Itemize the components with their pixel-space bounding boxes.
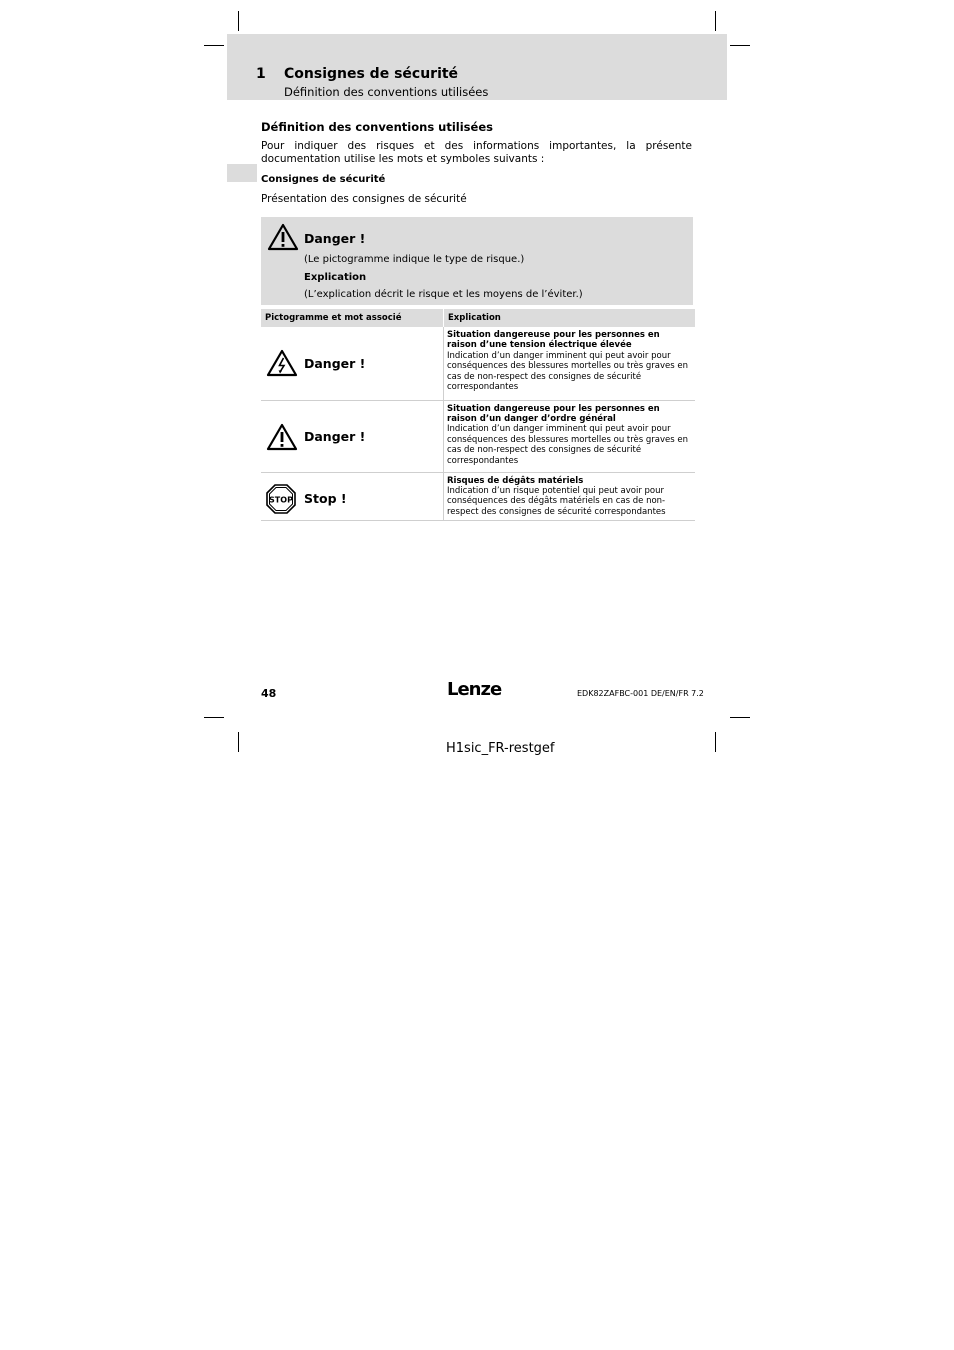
stop-sign-icon: [266, 484, 296, 514]
column-header: Pictogramme et mot associé: [261, 309, 444, 327]
crop-mark: [730, 717, 750, 718]
signal-word: Stop !: [304, 491, 347, 506]
intro-paragraph: Pour indiquer des risques et des informations importantes, la présente documentation utilise les mots et symboles suivants :: [261, 140, 692, 165]
explanation-cell: [444, 472, 696, 521]
table-row: [261, 327, 695, 400]
explanation-text: Indication d’un risque potentiel qui peut avoir pour conséquences des dégâts matériels en cas de non-respect des consignes de sécurité correspondantes: [447, 485, 666, 517]
side-tab: [227, 164, 257, 182]
explanation-text: Indication d’un danger imminent qui peut avoir pour conséquences des blessures mortelles ou très graves en cas de non-respect des consignes de sécurité correspondantes: [447, 350, 689, 393]
chapter-number: 1: [256, 66, 266, 82]
chapter-title: Consignes de sécurité: [284, 66, 459, 82]
column-header: Explication: [444, 309, 696, 327]
pictogram-table: [261, 309, 695, 521]
pictogram-cell: [261, 327, 444, 400]
table-row: [261, 472, 695, 521]
lenze-logo: Lenze: [447, 679, 502, 700]
explanation-title: Situation dangereuse pour les personnes en raison d’un danger d’ordre général: [447, 403, 660, 424]
crop-mark: [715, 732, 716, 752]
crop-mark: [730, 45, 750, 46]
danger-title: Danger !: [304, 231, 366, 246]
stop-sign-text: STOP: [269, 495, 293, 504]
explication-label: Explication: [304, 272, 367, 283]
explanation-title: Risques de dégâts matériels: [447, 475, 584, 486]
section-heading: Définition des conventions utilisées: [261, 120, 493, 134]
electric-hazard-icon: [266, 349, 298, 377]
chapter-subtitle: Définition des conventions utilisées: [284, 85, 489, 99]
crop-mark: [238, 11, 239, 31]
pictogram-cell: [261, 472, 444, 521]
table-header-row: [261, 309, 695, 327]
explanation-text: Indication d’un danger imminent qui peut avoir pour conséquences des blessures mortelles ou très graves en cas de non-respect des consignes de sécurité correspondantes: [447, 424, 689, 466]
presentation-text: Présentation des consignes de sécurité: [261, 193, 467, 205]
signal-word: Danger !: [304, 355, 366, 371]
document-code: EDK82ZAFBC-001 DE/EN/FR 7.2: [577, 689, 704, 698]
crop-mark: [715, 11, 716, 31]
crop-mark: [204, 717, 224, 718]
warning-triangle-icon: [266, 423, 298, 451]
crop-mark: [238, 732, 239, 752]
table-row: [261, 400, 695, 472]
warning-triangle-icon: [267, 223, 299, 251]
danger-line1: (Le pictogramme indique le type de risque.): [304, 254, 525, 265]
page-number: 48: [261, 687, 277, 700]
signal-word: Danger !: [304, 429, 366, 444]
explanation-cell: [444, 400, 696, 472]
section-subheading: Consignes de sécurité: [261, 174, 386, 185]
explanation-cell: [444, 327, 696, 400]
danger-example-box: [261, 217, 693, 305]
file-label: H1sic_FR-restgef: [446, 741, 555, 756]
explanation-title: Situation dangereuse pour les personnes en raison d’une tension électrique élevée: [447, 330, 660, 351]
pictogram-cell: [261, 400, 444, 472]
crop-mark: [204, 45, 224, 46]
danger-line2: (L’explication décrit le risque et les moyens de l’éviter.): [304, 289, 583, 300]
